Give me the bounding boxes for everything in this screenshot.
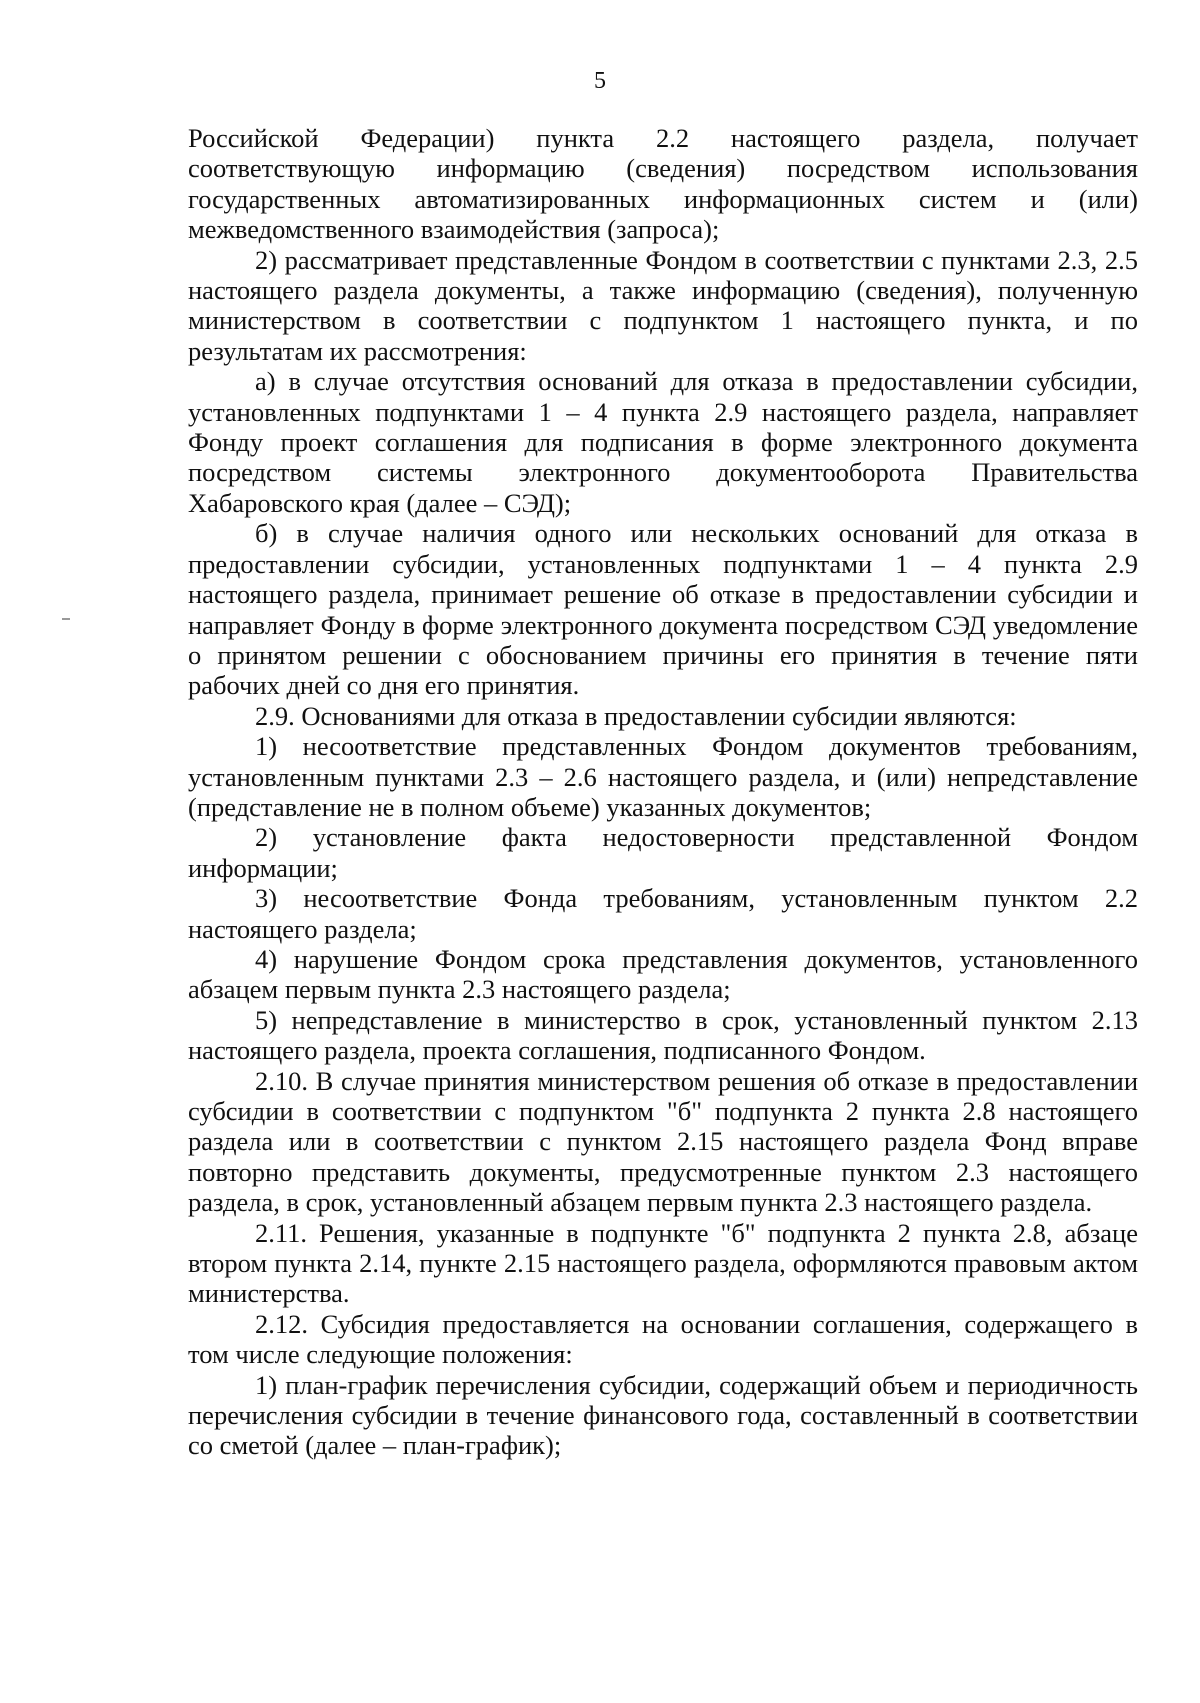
paragraph-14: 1) план-график перечисления субсидии, содержащий объем и периодичность перечисления субсидии в течение финансового года, составленный в соответствии со сметой (далее – план-график); [188,1369,1138,1461]
document-body [188,123,1138,1461]
paragraph-11: 2.10. В случае принятия министерством решения об отказе в предоставлении субсидии в соответствии с подпунктом "б" подпункта 2 пункта 2.8 настоящего раздела или в соответствии с пунктом 2.15 настоящего раздела Фонд вправе повторно представить документы, предусмотренные пунктом 2.3 настоящего раздела, в срок, установленный абзацем первым пункта 2.3 настоящего раздела. [188,1065,1138,1218]
paragraph-7: 2) установление факта недостоверности представленной Фондом информации; [188,822,1138,883]
paragraph-3: а) в случае отсутствия оснований для отказа в предоставлении субсидии, установленных подпунктами 1 – 4 пункта 2.9 настоящего раздела, направляет Фонду проект соглашения для подписания в форме электронного документа посредством системы электронного документооборота Правительства Хабаровского края (далее – СЭД); [188,366,1138,518]
paragraph-13: 2.12. Субсидия предоставляется на основании соглашения, содержащего в том числе следующие положения: [188,1308,1138,1370]
paragraph-5: 2.9. Основаниями для отказа в предоставлении субсидии являются: [255,700,1017,731]
paragraph-8: 3) несоответствие Фонда требованиям, установленным пунктом 2.2 настоящего раздела; [188,883,1138,944]
paragraph-2: 2) рассматривает представленные Фондом в соответствии с пунктами 2.3, 2.5 настоящего раздела документы, а также информацию (сведения), полученную министерством в соответствии с подпунктом 1 настоящего пункта, и по результатам их рассмотрения: [188,244,1138,366]
page-number: 5 [594,68,606,94]
scan-margin-mark [62,618,70,620]
paragraph-6: 1) несоответствие представленных Фондом документов требованиям, установленным пунктами 2.3 – 2.6 настоящего раздела, и (или) непредставление (представление не в полном объеме) указанных документов; [188,731,1138,822]
paragraph-10: 5) непредставление в министерство в срок, установленный пунктом 2.13 настоящего раздела, проекта соглашения, подписанного Фондом. [188,1004,1138,1066]
paragraph-4: б) в случае наличия одного или нескольких оснований для отказа в предоставлении субсидии, установленных подпунктами 1 – 4 пункта 2.9 настоящего раздела, принимает решение об отказе в предоставлении субсидии и направляет Фонду в форме электронного документа посредством СЭД уведомление о принятом решении с обоснованием причины его принятия в течение пяти рабочих дней со дня его принятия. [188,518,1138,701]
paragraph-1: Российской Федерации) пункта 2.2 настоящего раздела, получает соответствующую информацию (сведения) посредством использования государственных автоматизированных информационных систем и (или) межведомственного взаимодействия (запроса); [188,123,1138,245]
paragraph-12: 2.11. Решения, указанные в подпункте "б" подпункта 2 пункта 2.8, абзаце втором пункта 2.14, пункте 2.15 настоящего раздела, оформляются правовым актом министерства. [188,1217,1138,1309]
paragraph-9: 4) нарушение Фондом срока представления документов, установленного абзацем первым пункта 2.3 настоящего раздела; [188,943,1138,1005]
